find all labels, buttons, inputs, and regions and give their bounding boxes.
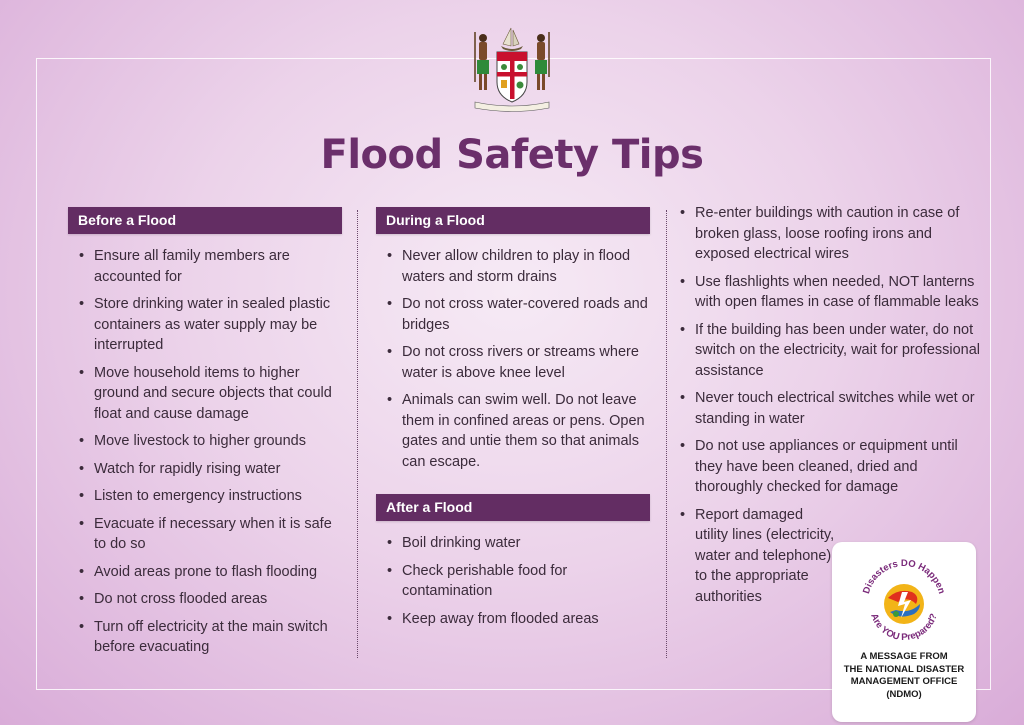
ndmo-logo-icon — [854, 552, 954, 648]
ndmo-badge — [832, 542, 976, 722]
after-flood-list — [376, 533, 650, 629]
list-item: • If the building has been under water, do not switch on the electricity, wait for professional assistance — [680, 320, 980, 382]
list-item: • Use flashlights when needed, NOT lanterns with open flames in case of flammable leaks — [680, 272, 980, 313]
list-item: • Evacuate if necessary when it is safe to do so — [68, 514, 342, 555]
page-title: Flood Safety Tips — [320, 132, 704, 178]
list-item: • Never touch electrical switches while wet or standing in water — [680, 388, 980, 429]
list-item: • Move household items to higher ground and secure objects that could float and cause damage — [68, 363, 342, 425]
list-item: • Turn off electricity at the main switch before evacuating — [68, 617, 342, 658]
after-flood-heading: After a Flood — [376, 494, 650, 521]
list-item: • Move livestock to higher grounds — [68, 431, 342, 452]
list-item: • Do not cross flooded areas — [68, 589, 342, 610]
column-divider — [666, 210, 667, 658]
list-item: • Store drinking water in sealed plastic containers as water supply may be interrupted — [68, 294, 342, 356]
before-flood-heading: Before a Flood — [68, 207, 342, 234]
list-item: • Do not cross rivers or streams where water is above knee level — [376, 342, 650, 383]
list-item: • Never allow children to play in flood waters and storm drains — [376, 246, 650, 287]
during-flood-heading: During a Flood — [376, 207, 650, 234]
list-item: • Report damaged utility lines (electricity, water and telephone) to the appropriate authorities — [680, 505, 835, 608]
during-after-section — [376, 207, 650, 636]
list-item: • Do not use appliances or equipment until they have been cleaned, dried and thoroughly checked for damage — [680, 436, 980, 498]
list-item: • Listen to emergency instructions — [68, 486, 342, 507]
list-item: • Check perishable food for contamination — [376, 561, 650, 602]
list-item: • Do not cross water-covered roads and bridges — [376, 294, 650, 335]
list-item: • Ensure all family members are accounted for — [68, 246, 342, 287]
list-item: • Watch for rapidly rising water — [68, 459, 342, 480]
list-item: • Re-enter buildings with caution in case of broken glass, loose roofing irons and exposed electrical wires — [680, 203, 980, 265]
column-divider — [357, 210, 358, 658]
during-flood-list — [376, 246, 650, 472]
before-flood-list — [68, 246, 342, 658]
before-flood-section — [68, 207, 342, 665]
list-item: • Keep away from flooded areas — [376, 609, 650, 630]
fiji-coat-of-arms-icon — [465, 22, 559, 114]
list-item: • Animals can swim well. Do not leave them in confined areas or pens. Open gates and untie them so that animals can escape. — [376, 390, 650, 472]
ndmo-logo-bottom-text: Are YOU Prepared? — [868, 612, 940, 644]
ndmo-message: A MESSAGE FROM THE NATIONAL DISASTER MANAGEMENT OFFICE (NDMO) — [843, 651, 965, 700]
list-item: • Avoid areas prone to flash flooding — [68, 562, 342, 583]
ndmo-logo-top-text: Disasters DO Happen — [861, 557, 947, 596]
list-item: • Boil drinking water — [376, 533, 650, 554]
